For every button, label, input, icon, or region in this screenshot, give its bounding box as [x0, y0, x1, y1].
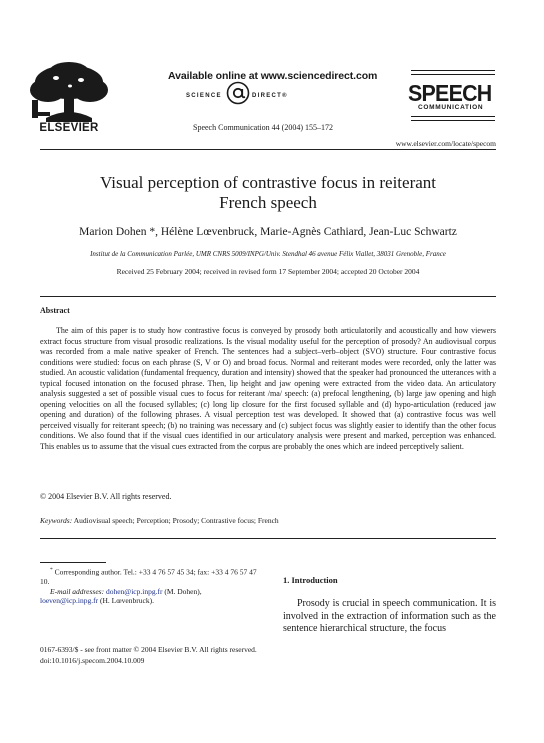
email-owner: (M. Dohen),	[164, 586, 202, 596]
article-title-line: Visual perception of contrastive focus in reiterant	[99, 173, 437, 192]
keywords-list: Audiovisual speech; Perception; Prosody; Contrastive focus; French	[73, 516, 279, 525]
keywords	[40, 516, 496, 525]
journal-url: www.elsevier.com/locate/specom	[395, 139, 496, 148]
abstract-top-rule	[40, 296, 496, 297]
issn-line: 0167-6393/$ - see front matter © 2004 Elsevier B.V. All rights reserved.	[40, 645, 257, 654]
journal-logo-title: SPEECH	[408, 80, 492, 106]
journal-logo-lines-bottom	[411, 116, 495, 124]
article-authors: Marion Dohen *, Hélène Lœvenbruck, Marie-Agnès Cathiard, Jean-Luc Schwartz	[79, 226, 457, 238]
header-rule	[40, 149, 496, 150]
footnote-marker: *	[50, 567, 53, 573]
at-sign-icon	[226, 81, 250, 105]
available-online-text: Available online at www.sciencedirect.com	[168, 70, 378, 82]
abstract-paragraph: The aim of this paper is to study how contrastive focus is conveyed by prosody both articulatorily and acoustically and how viewers extract focus structure from visual prosodic realizations. Is the visual modality useful for the perception of prosody? An audiovisual corpus was recorded from a male native speaker of French. The sentences had a subject–verb–object (SVO) structure. Four contrastive focus conditions were studied: focus on each phrase (S, V or O) and broad focus. Normal and reiterant modes were recorded, only the latter was studied. An acoustic validation (fundamental frequency, duration and intensity) showed that the speaker had pronounced the utterances with a typical focused intonation on the focused phrase. Then, lip height and jaw opening were extracted from the video data. An articulatory analysis suggested a set of possible visual cues to focus for reiterant /ma/ speech: (a) prefocal lengthening, (b) large jaw opening and high opening velocities on all the focused syllables; (c) long lip closure for the first focused syllable and (d) hypo-articulation (reduced jaw opening and duration) of the following phrases. A visual perception test was developed. It showed that (a) contrastive focus was well perceived visually for reiterant speech; (b) no training was necessary and (c) subject focus was slightly easier to identify than the other focus conditions. We also found that if the visual cues identified in our articulatory analysis were present and marked, perception was enhanced. This enables us to assume that the visual cues extracted from the corpus are probably the ones which are indeed perceptively salient.	[40, 326, 496, 451]
introduction-paragraph: Prosody is crucial in speech communication. It is involved in the extraction of information such as the sentence hierarchical structure, the focus	[283, 598, 496, 634]
sciencedirect-logo-right: DIRECT®	[252, 93, 288, 99]
publisher-name: ELSEVIER	[39, 122, 99, 134]
received-dates: Received 25 February 2004; received in revised form 17 September 2004; accepted 20 October 2004	[116, 267, 420, 276]
email-label: E-mail addresses:	[50, 586, 105, 596]
journal-reference: Speech Communication 44 (2004) 155–172	[193, 123, 333, 132]
sciencedirect-logo-left: SCIENCE	[186, 93, 222, 99]
journal-logo-lines-top	[411, 70, 495, 78]
journal-logo-subtitle: COMMUNICATION	[418, 104, 484, 111]
footnote	[40, 566, 260, 606]
abstract-heading: Abstract	[40, 306, 70, 315]
article-title	[40, 173, 496, 213]
introduction-body	[283, 598, 496, 636]
abstract-body	[40, 326, 496, 452]
email-link-loevenbruck[interactable]: loeven@icp.inpg.fr	[40, 596, 99, 605]
corresponding-author-note: Corresponding author. Tel.: +33 4 76 57 45 34; fax: +33 4 76 57 47 10.	[40, 567, 257, 586]
keywords-label: Keywords:	[40, 516, 73, 525]
article-title-line: French speech	[219, 193, 317, 212]
abstract-bottom-rule	[40, 538, 496, 539]
abstract-copyright: © 2004 Elsevier B.V. All rights reserved.	[40, 492, 172, 501]
email-link-dohen[interactable]: dohen@icp.inpg.fr	[105, 586, 163, 596]
author-affiliation: Institut de la Communication Parlée, UMR CNRS 5009/INPG/Univ. Stendhal 46 avenue Félix Viallet, 38031 Grenoble, France	[90, 250, 446, 258]
footnote-rule	[40, 562, 106, 563]
doi-line: doi:10.1016/j.specom.2004.10.009	[40, 656, 145, 665]
section-heading-introduction: 1. Introduction	[283, 575, 338, 585]
sciencedirect-logo	[186, 84, 334, 106]
email-owner: (H. Lœvenbruck).	[100, 596, 154, 605]
